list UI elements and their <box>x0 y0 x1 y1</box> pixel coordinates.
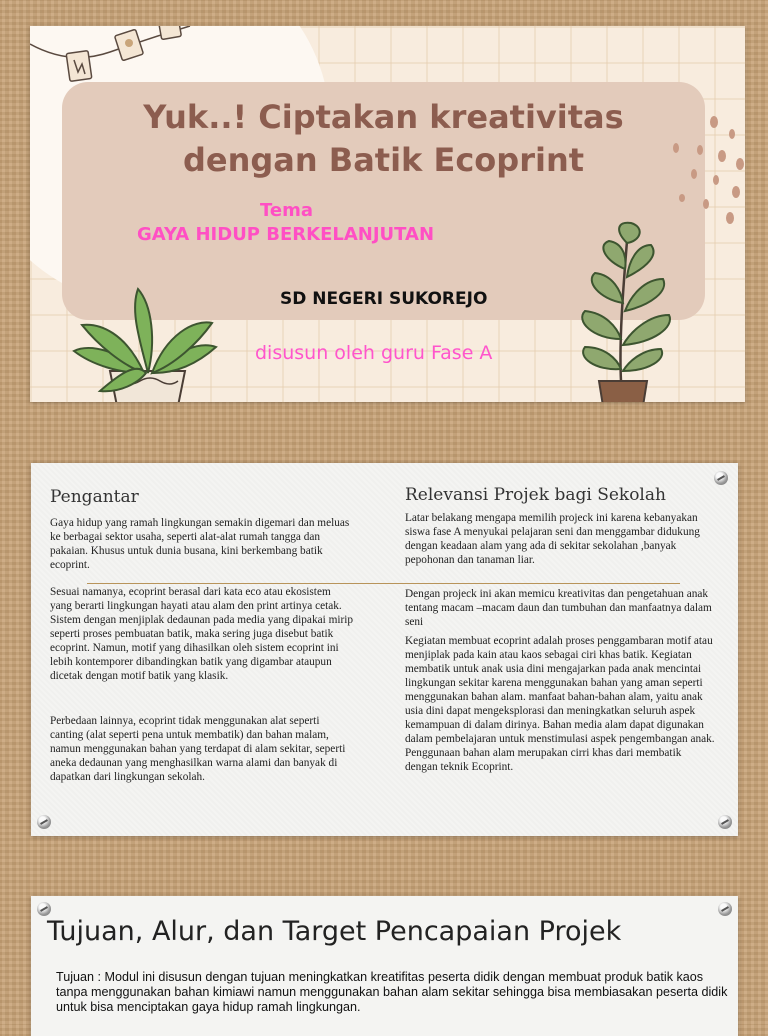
relevansi-paragraph-3: Kegiatan membuat ecoprint adalah proses penggambaran motif atau menjiplak pada kain atau kaos sebagai ciri khas batik. Kegiatan membatik untuk anak usia dini mengajarkan pada anak mencintai lingkungan sekitar karena menggunakan bahan yang aman seperti menggunakan bahan alam. manfaat bahan-bahan alam, yaitu anak usia dini dapat mengeksplorasi dan meningkatkan seluruh aspek kemampuan di dalam dirinya. Bahan media alam dapat digunakan dalam pembelajaran untuk menstimulasi aspek pengembangan anak. Penggunaan bahan alam merupakan cirri khas dari membatik dengan teknik Ecoprint. <box>405 635 715 773</box>
screw-icon <box>718 815 732 829</box>
introduction-slide <box>31 463 738 836</box>
objectives-paragraph: Tujuan : Modul ini disusun dengan tujuan meningkatkan kreatifitas peserta didik dengan membuat produk batik kaos tanpa menggunakan bahan kimiawi namun menggunakan bahan alam sekitar sehingga bisa membiasakan peserta didik untuk bisa menciptakan gaya hidup ramah lingkungan. <box>56 970 728 1014</box>
title-line-1: Yuk..! Ciptakan kreativitas <box>143 98 624 136</box>
author-line: disusun oleh guru Fase A <box>255 342 493 364</box>
objectives-title: Tujuan, Alur, dan Target Pencapaian Projek <box>47 916 622 947</box>
title-slide <box>30 26 745 402</box>
title-line-2: dengan Batik Ecoprint <box>182 141 585 179</box>
pengantar-heading: Pengantar <box>50 487 139 507</box>
relevansi-paragraph-2: Dengan projeck ini akan memicu kreativitas dan pengetahuan anak tentang macam –macam daun dan tumbuhan dan manfaatnya dalam seni <box>405 588 712 628</box>
potted-plant-right <box>555 221 685 402</box>
school-name: SD NEGERI SUKOREJO <box>280 289 488 309</box>
screw-icon <box>718 902 732 916</box>
slide-title <box>62 96 705 182</box>
screw-icon <box>37 902 51 916</box>
pengantar-paragraph-2: Sesuai namanya, ecoprint berasal dari kata eco atau ekosistem yang berarti lingkungan hayati atau alam den print artinya cetak. Sistem dengan menjiplak dedaunan pada media yang dipakai mirip seperti proses pembuatan batik, maka sering juga disebut batik ecoprint. Namun, motif yang dihasilkan oleh sistem ecoprint ini lebih kontemporer dibandingkan batik yang digambar ataupun dicetak dengan motif batik yang klasik. <box>50 586 354 682</box>
tema-label: Tema <box>260 200 313 221</box>
divider-line <box>87 583 680 584</box>
relevansi-heading: Relevansi Projek bagi Sekolah <box>405 485 666 505</box>
relevansi-paragraph-1: Latar belakang mengapa memilih projeck ini karena kebanyakan siswa fase A menyukai pelajaran seni dan menggambar didukung dengan keadaan alam yang ada di sekitar sekolahan ,banyak pepohonan dan tanaman liar. <box>405 512 700 566</box>
tema-subject: GAYA HIDUP BERKELANJUTAN <box>137 224 435 245</box>
objectives-slide <box>31 896 738 1036</box>
pengantar-paragraph-1: Gaya hidup yang ramah lingkungan semakin digemari dan meluas ke berbagai sektor usaha, seperti alat-alat rumah tangga dan pakaian. Khusus untuk dunia busana, kini berkembang batik ecoprint. <box>50 517 350 571</box>
pengantar-paragraph-3: Perbedaan lainnya, ecoprint tidak menggunakan alat seperti canting (alat seperti pena untuk membatik) dan bahan malam, namun menggunakan bahan yang terdapat di alam sekitar, seperti aneka dedaunan yang menghasilkan warna alami dan banyak di dapatkan dari lingkungan sekolah. <box>50 715 346 783</box>
screw-icon <box>37 815 51 829</box>
screw-icon <box>714 471 728 485</box>
potted-plant-left <box>70 281 220 402</box>
